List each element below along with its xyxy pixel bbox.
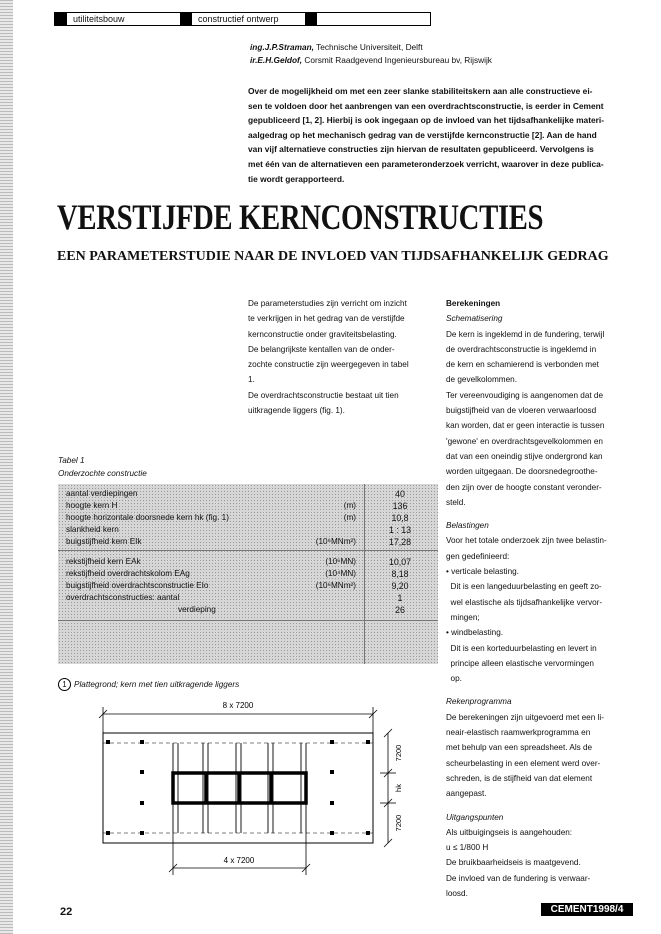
page-number: 22 [60,906,73,918]
header-square [180,13,192,25]
table-row [58,488,438,500]
paragraph-gap [446,686,640,694]
dim-label-right: hk [394,784,403,792]
dim-top [99,707,377,733]
dim-bottom [169,833,310,875]
row-label: buigstijfheid kern EIk [66,537,142,546]
header-square [55,13,67,25]
row-value: 136 [392,501,408,511]
parameter-table [58,484,438,664]
text-line: den zijn over de hoogte constant veronder- [446,482,602,492]
row-value: 17,28 [388,537,411,547]
text-line: scheurbelasting in een element werd over- [446,758,601,768]
figure-caption [58,678,438,691]
row-label: slankheid kern [66,525,119,534]
table-row [58,568,438,580]
figure-number-circle: 1 [58,678,71,691]
row-value: 9,20 [391,581,409,591]
text-line: met behulp van een spreadsheet. Als de [446,743,593,753]
row-value: 1 : 13 [388,525,411,535]
text-line: De kern is ingeklemd in de fundering, terwijl [446,329,605,339]
text-line: dat van een oneindig stijve ondergrond kan [446,451,603,461]
table-caption [58,454,248,480]
body-column-1 [248,296,434,418]
intro-line: sen te voldoen door het aanbrengen van een overdrachtsconstructie, is eerder in Cement [248,100,604,111]
dim-label-bottom: 4 x 7200 [223,856,255,865]
table-row [58,556,438,568]
row-label: hoogte horizontale doorsnede kern hk (fig. 1) [66,513,229,522]
intro-paragraph [248,84,633,186]
text-line: Ter vereenvoudiging is aangenomen dat de [446,390,604,400]
dim-label-top: 8 x 7200 [222,701,254,710]
text-line: De parameterstudies zijn verricht om inzicht [248,299,407,308]
header-square [305,13,317,25]
section-label: constructief ontwerp [198,14,279,24]
row-label: rekstijfheid overdrachtskolom EAg [66,569,190,578]
table-title: Onderzochte constructie [58,469,147,478]
text-line: De overdrachtsconstructie bestaat uit tien [248,390,399,400]
text-line: De bruikbaarheidseis is maatgevend. [446,858,581,868]
text-line: 1. [248,375,255,385]
text-line: Als uitbuigingseis is aangehouden: [446,827,573,837]
table-row [58,580,438,592]
intro-line: gepubliceerd [1, 2]. Hierbij is ook ingegaan op de invloed van het tijdsafhankelijke materi- [248,115,605,126]
text-line: de kern en schamierend is verbonden met [446,360,599,370]
text-line: u ≤ 1/800 H [446,843,489,853]
row-value: 1 [397,593,403,603]
row-value: 40 [395,489,405,499]
text-line: • windbelasting. [446,628,504,638]
author-affiliation: Technische Universiteit, Delft [313,42,423,52]
section-header-bar [54,12,431,26]
text-line: De berekeningen zijn uitgevoerd met een li- [446,712,604,722]
text-line: te verkrijgen in het gedrag van de verstijfde [248,314,405,324]
subsection-heading: Belastingen [446,521,489,531]
table-number: Tabel 1 [58,456,85,465]
text-line: op. [446,674,462,684]
figure-caption-text: Plattegrond; kern met tien uitkragende liggers [74,680,240,689]
text-line: mingen; [446,612,480,622]
text-line: steld. [446,497,466,507]
table-rule [58,620,438,621]
row-label: aantal verdiepingen [66,489,138,498]
text-line: de overdrachtsconstructie is ingeklemd in [446,344,597,354]
dim-label-right: 7200 [394,744,403,762]
text-line: de gevelkolommen. [446,375,517,385]
author-line [250,41,640,54]
author-affiliation: Corsmit Raadgevend Ingenieursbureau bv, Rijswijk [302,55,492,65]
author-line [250,54,640,67]
section-heading: Berekeningen [446,299,501,308]
table-rule [58,550,438,551]
floor-plan-figure [58,693,443,883]
row-unit: (10⁶MNm²) [315,537,356,546]
author-name: ir.E.H.Geldof, [250,55,303,65]
scanned-page-edge [0,0,13,934]
table-row [58,604,438,616]
row-unit: (m) [343,501,356,510]
text-line: De belangrijkste kentallen van de onder- [248,344,395,354]
table-row [58,536,438,548]
text-line: kernconstructie onder graviteitsbelasting. [248,329,397,339]
author-block [250,41,640,67]
row-label: verdieping [178,605,216,614]
text-line: wel elastische als tijdsafhankelijke vervor- [446,597,603,607]
body-column-2 [446,296,640,901]
table-row [58,592,438,604]
row-label: rekstijfheid kern EAk [66,557,141,566]
row-value: 8,18 [391,569,409,579]
text-line: loosd. [446,888,468,898]
core-walls [173,773,306,803]
text-line: kan worden, dat er geen interactie is tussen [446,421,605,431]
section-label: utiliteitsbouw [73,14,125,24]
text-line: schreden, is de stijfheid van dat element [446,773,593,783]
intro-line: met één van de alternatieven een parameteronderzoek verricht, waarover in deze publica- [248,158,604,169]
table-row [58,500,438,512]
row-unit: (10⁶MN) [325,557,356,566]
text-line: aangepast. [446,789,487,799]
text-line: Dit is een langeduurbelasting en geeft zo- [446,582,602,592]
row-label: overdrachtsconstructies: aantal [66,593,180,602]
intro-line: van vijf alternatieve constructies zijn hiervan de resultaten gepubliceerd. Vervolgens is [248,144,594,155]
text-line: • verticale belasting. [446,567,519,577]
row-unit: (10⁶MNm²) [315,581,356,590]
text-line: 'gewone' en overdrachtsgevelkolommen en [446,436,603,446]
table-row [58,524,438,536]
text-line: zochte constructie zijn weergegeven in tabel [248,360,409,370]
article-title: VERSTIJFDE KERNCONSTRUCTIES [57,197,544,237]
row-value: 26 [395,605,405,615]
paragraph-gap [446,802,640,810]
row-value: 10,8 [391,513,409,523]
text-line: buigstijfheid van de vloeren verwaarloosd [446,406,597,416]
text-line: worden uitgegaan. De doorsnedegroothe- [446,467,598,477]
dim-label-right: 7200 [394,814,403,832]
text-line: gen gedefinieerd: [446,551,510,561]
journal-badge: CEMENT1998/4 [541,903,633,916]
text-line: De invloed van de fundering is verwaar- [446,873,591,883]
row-unit: (m) [343,513,356,522]
subsection-heading: Rekenprogramma [446,697,512,707]
row-value: 10,07 [388,557,411,567]
table-row [58,512,438,524]
article-subtitle: EEN PARAMETERSTUDIE NAAR DE INVLOED VAN TIJDSAFHANKELIJK GEDRAG [57,249,609,264]
intro-line: aalgedrag op het mechanisch gedrag van de verstijfde kernconstructie [2]. Aan de hand [248,129,597,140]
author-name: ing.J.P.Straman, [250,42,314,52]
text-line: uitkragende liggers (fig. 1). [248,406,345,416]
text-line: principe alleen elastische vervormingen [446,658,594,668]
intro-line: tie wordt gerapporteerd. [248,173,345,184]
text-line: neair-elastisch raamwerkprogramma en [446,728,591,738]
text-line: Dit is een korteduurbelasting en levert in [446,643,597,653]
row-label: buigstijfheid overdrachtsconstructie EIo [66,581,209,590]
intro-line: Over de mogelijkheid om met een zeer slanke stabiliteitskern aan alle constructieve ei- [248,86,593,96]
subsection-heading: Schematisering [446,314,503,324]
row-unit: (10⁴MN) [325,569,356,578]
subsection-heading: Uitgangspunten [446,812,504,822]
paragraph-gap [446,510,640,518]
text-line: Voor het totale onderzoek zijn twee belastin- [446,536,607,546]
row-label: hoogte kern H [66,501,118,510]
